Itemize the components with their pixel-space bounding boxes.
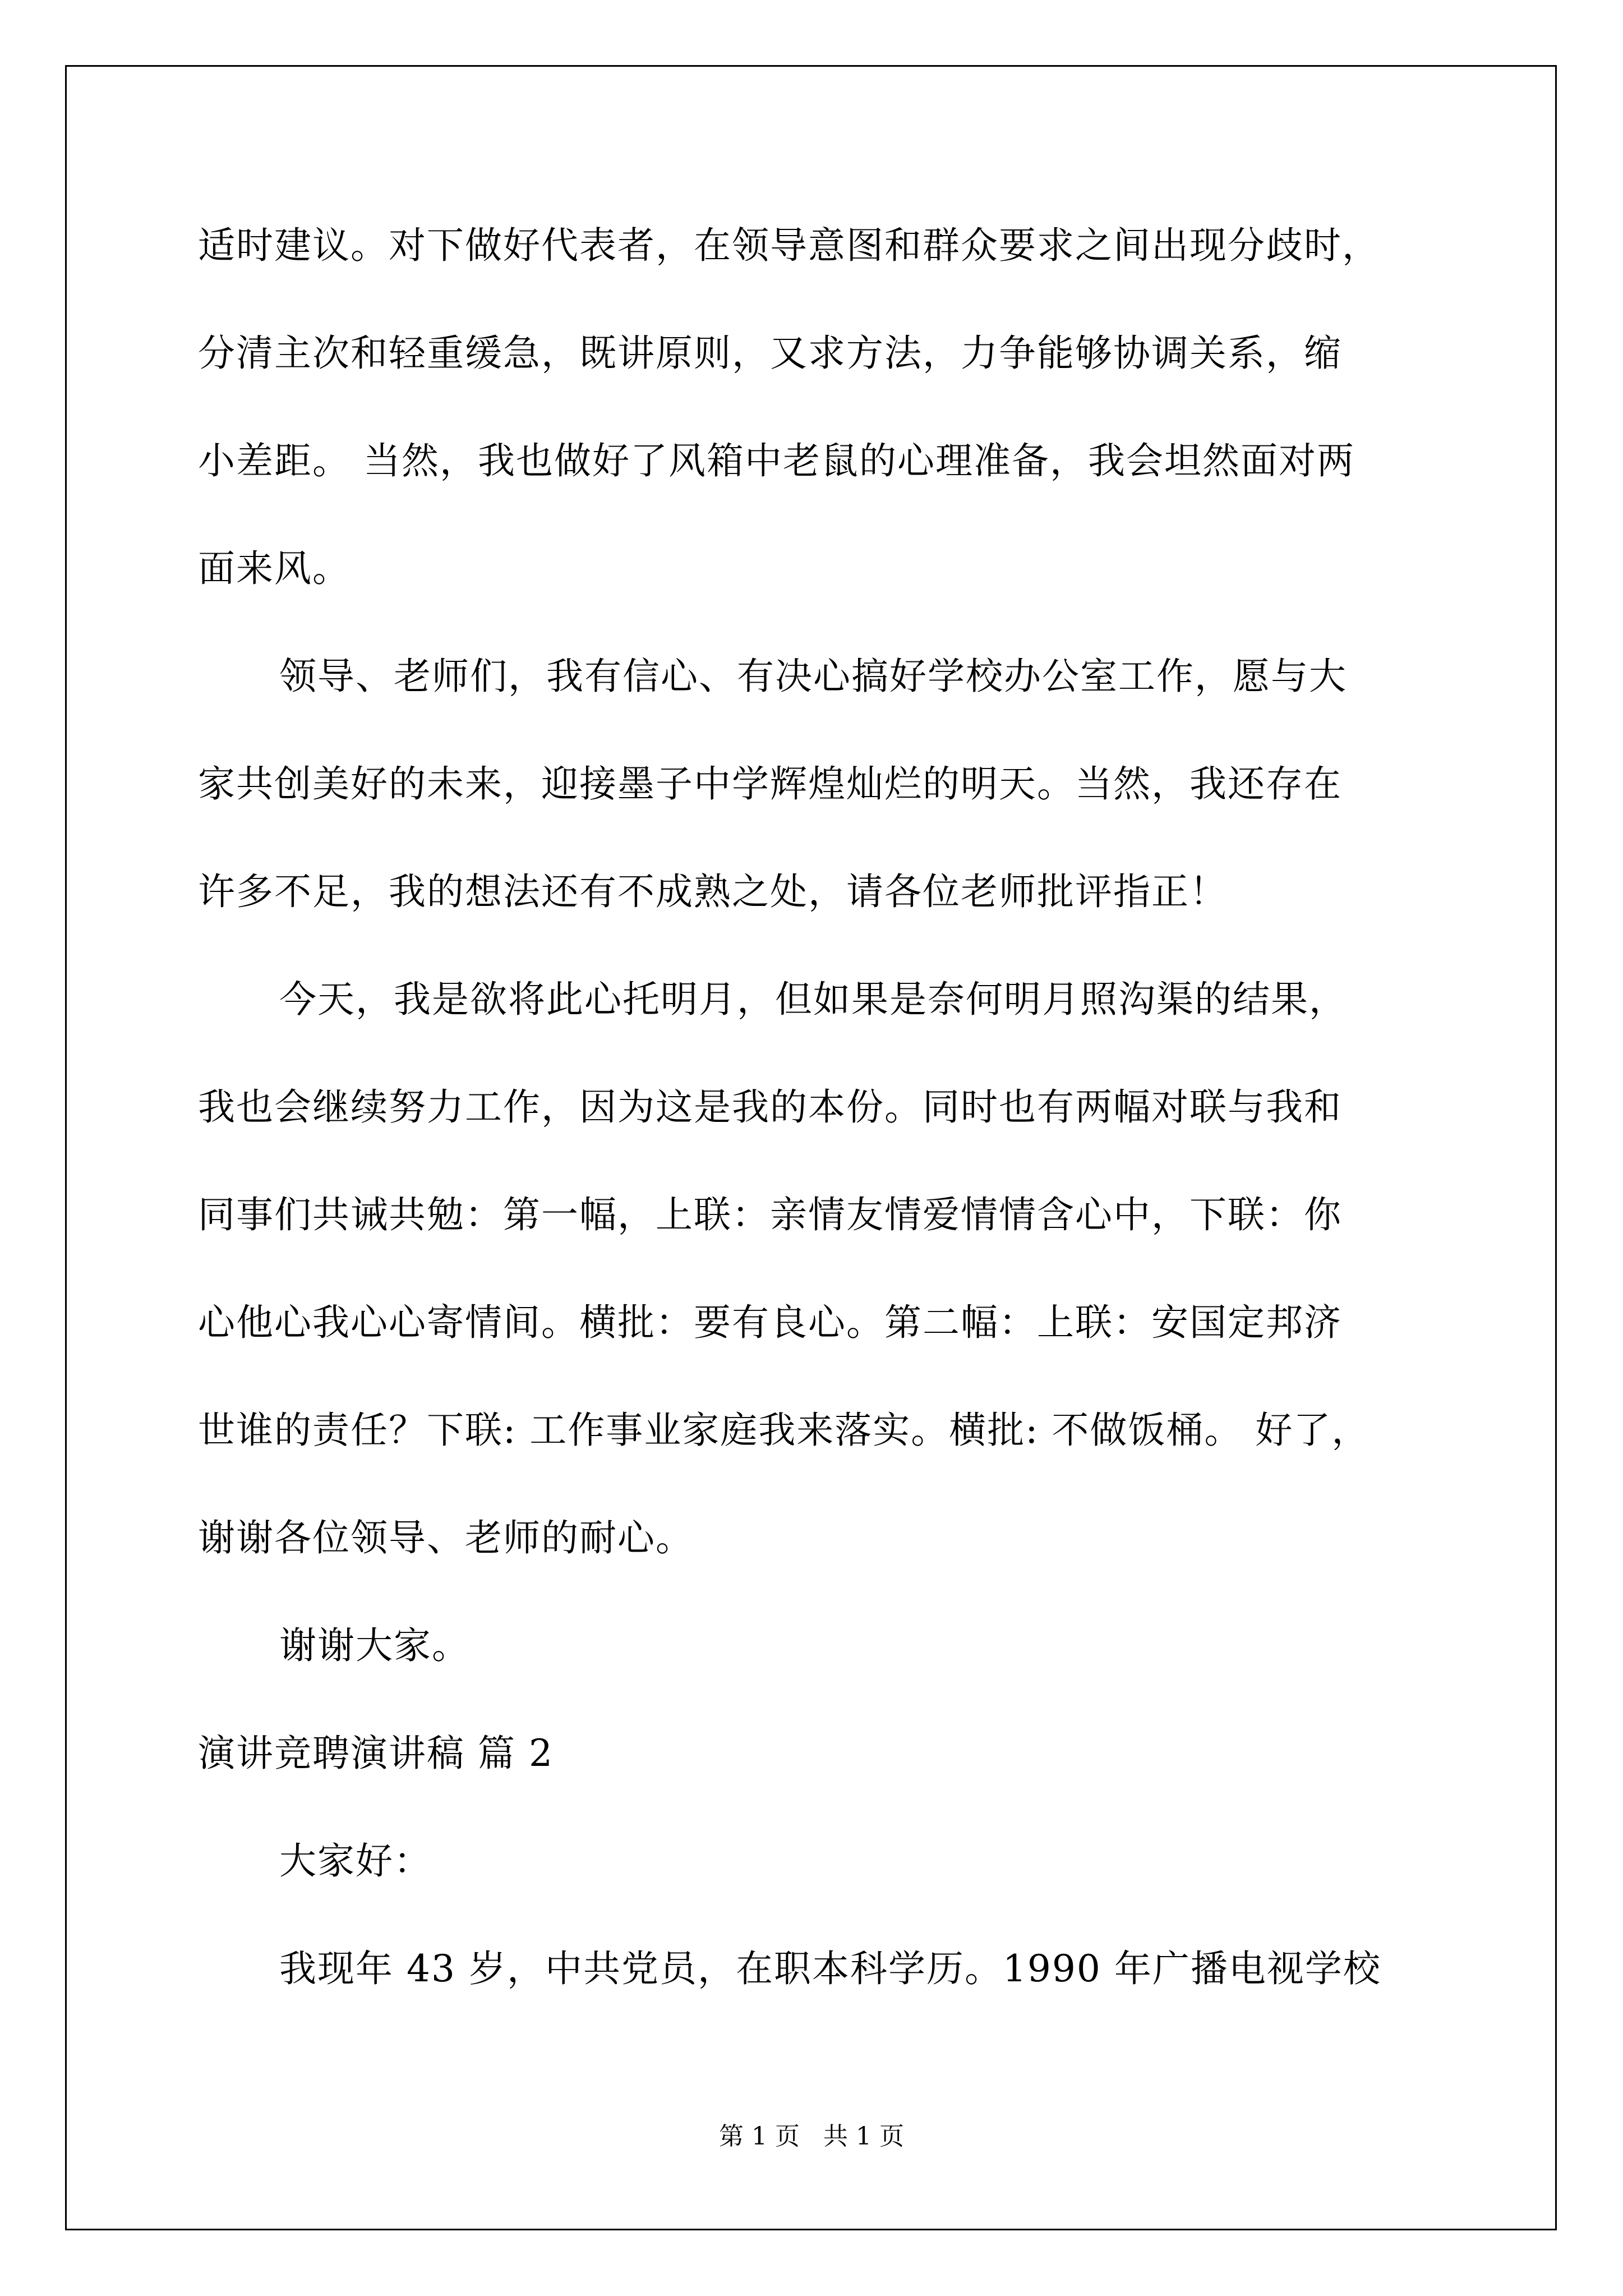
- paragraph-first-line: 我现年 43 岁，中共党员，在职本科学历。1990 年广播电视学校: [279, 1947, 1381, 1990]
- text-line-1: 适时建议。对下做好代表者，在领导意图和群众要求之间出现分歧时，: [198, 224, 1380, 267]
- text-line-10: 同事们共诫共勉：第一幅，上联：亲情友情爱情情含心中，下联：你: [198, 1193, 1342, 1236]
- closing-thanks: 谢谢大家。: [279, 1624, 470, 1667]
- paragraph-first-line: 领导、老师们，我有信心、有决心搞好学校办公室工作，愿与大: [279, 655, 1347, 698]
- text-line-2: 分清主次和轻重缓急，既讲原则，又求方法，力争能够协调关系，缩: [198, 332, 1342, 375]
- text-line-11: 心他心我心心寄情间。横批：要有良心。第二幅：上联：安国定邦济: [198, 1301, 1342, 1344]
- page-border: [65, 65, 1557, 2230]
- text-line-7: 许多不足，我的想法还有不成熟之处，请各位老师批评指正！: [198, 870, 1228, 913]
- page-number: 第 1 页 共 1 页: [719, 2122, 904, 2151]
- section-heading: 演讲竞聘演讲稿 篇 2: [198, 1732, 554, 1775]
- text-line-3: 小差距。 当然，我也做好了风箱中老鼠的心理准备，我会坦然面对两: [198, 439, 1355, 482]
- paragraph-first-line: 今天，我是欲将此心托明月，但如果是奈何明月照沟渠的结果，: [279, 978, 1347, 1021]
- text-line-12: 世谁的责任？下联: 工作事业家庭我来落实。横批: 不做饭桶。 好了，: [198, 1409, 1370, 1452]
- text-line-13: 谢谢各位领导、老师的耐心。: [198, 1516, 694, 1559]
- text-line-9: 我也会继续努力工作，因为这是我的本份。同时也有两幅对联与我和: [198, 1085, 1342, 1129]
- text-line-4: 面来风。: [198, 547, 351, 590]
- greeting: 大家好：: [279, 1839, 432, 1883]
- text-line-6: 家共创美好的未来，迎接墨子中学辉煌灿烂的明天。当然，我还存在: [198, 762, 1342, 806]
